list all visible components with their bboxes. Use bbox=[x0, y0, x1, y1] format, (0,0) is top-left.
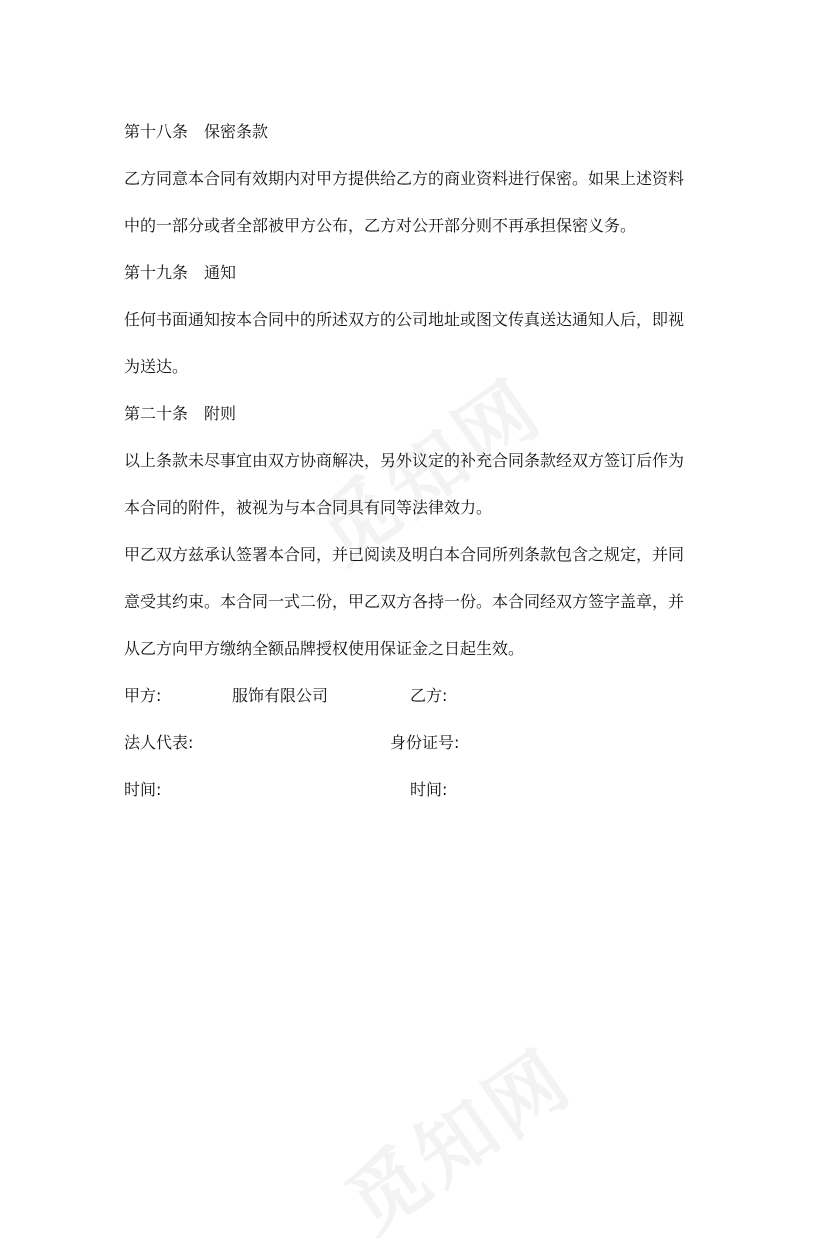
paragraph bbox=[124, 155, 714, 249]
section-title: 通知 bbox=[204, 263, 237, 282]
section-title: 附则 bbox=[204, 404, 237, 423]
section-heading bbox=[124, 390, 714, 437]
paragraph-line: 中的一部分或者全部被甲方公布，乙方对公开部分则不再承担保密义务。 bbox=[124, 216, 637, 235]
party-a-name: 服饰有限公司 bbox=[232, 686, 329, 705]
section-number: 第十九条 bbox=[124, 263, 189, 282]
party-b-label: 乙方: bbox=[410, 686, 448, 705]
paragraph bbox=[124, 531, 714, 672]
signature-row-representatives bbox=[124, 719, 714, 766]
paragraph-line: 以上条款未尽事宜由双方协商解决，另外议定的补充合同条款经双方签订后作为 bbox=[124, 451, 685, 470]
signature-row-parties bbox=[124, 672, 714, 719]
section-heading bbox=[124, 108, 714, 155]
paragraph-line: 意受其约束。本合同一式二份，甲乙双方各持一份。本合同经双方签字盖章，并 bbox=[124, 592, 685, 611]
time-a-label: 时间: bbox=[124, 780, 162, 799]
section-number: 第二十条 bbox=[124, 404, 189, 423]
signature-row-time bbox=[124, 766, 714, 813]
party-a-label: 甲方: bbox=[124, 686, 162, 705]
section-number: 第十八条 bbox=[124, 122, 189, 141]
watermark bbox=[321, 1018, 592, 1254]
time-b-label: 时间: bbox=[410, 780, 448, 799]
paragraph-line: 任何书面通知按本合同中的所述双方的公司地址或图文传真送达通知人后，即视 bbox=[124, 310, 685, 329]
section-title: 保密条款 bbox=[204, 122, 269, 141]
paragraph bbox=[124, 296, 714, 390]
paragraph bbox=[124, 437, 714, 531]
document-body bbox=[124, 108, 714, 813]
paragraph-line: 本合同的附件，被视为与本合同具有同等法律效力。 bbox=[124, 498, 493, 517]
id-number-label: 身份证号: bbox=[390, 733, 460, 752]
paragraph-line: 乙方同意本合同有效期内对甲方提供给乙方的商业资料进行保密。如果上述资料 bbox=[124, 169, 685, 188]
legal-rep-label: 法人代表: bbox=[124, 733, 194, 752]
section-heading bbox=[124, 249, 714, 296]
paragraph-line: 为送达。 bbox=[124, 357, 189, 376]
paragraph-line: 甲乙双方兹承认签署本合同，并已阅读及明白本合同所列条款包含之规定，并同 bbox=[124, 545, 685, 564]
paragraph-line: 从乙方向甲方缴纳全额品牌授权使用保证金之日起生效。 bbox=[124, 639, 525, 658]
